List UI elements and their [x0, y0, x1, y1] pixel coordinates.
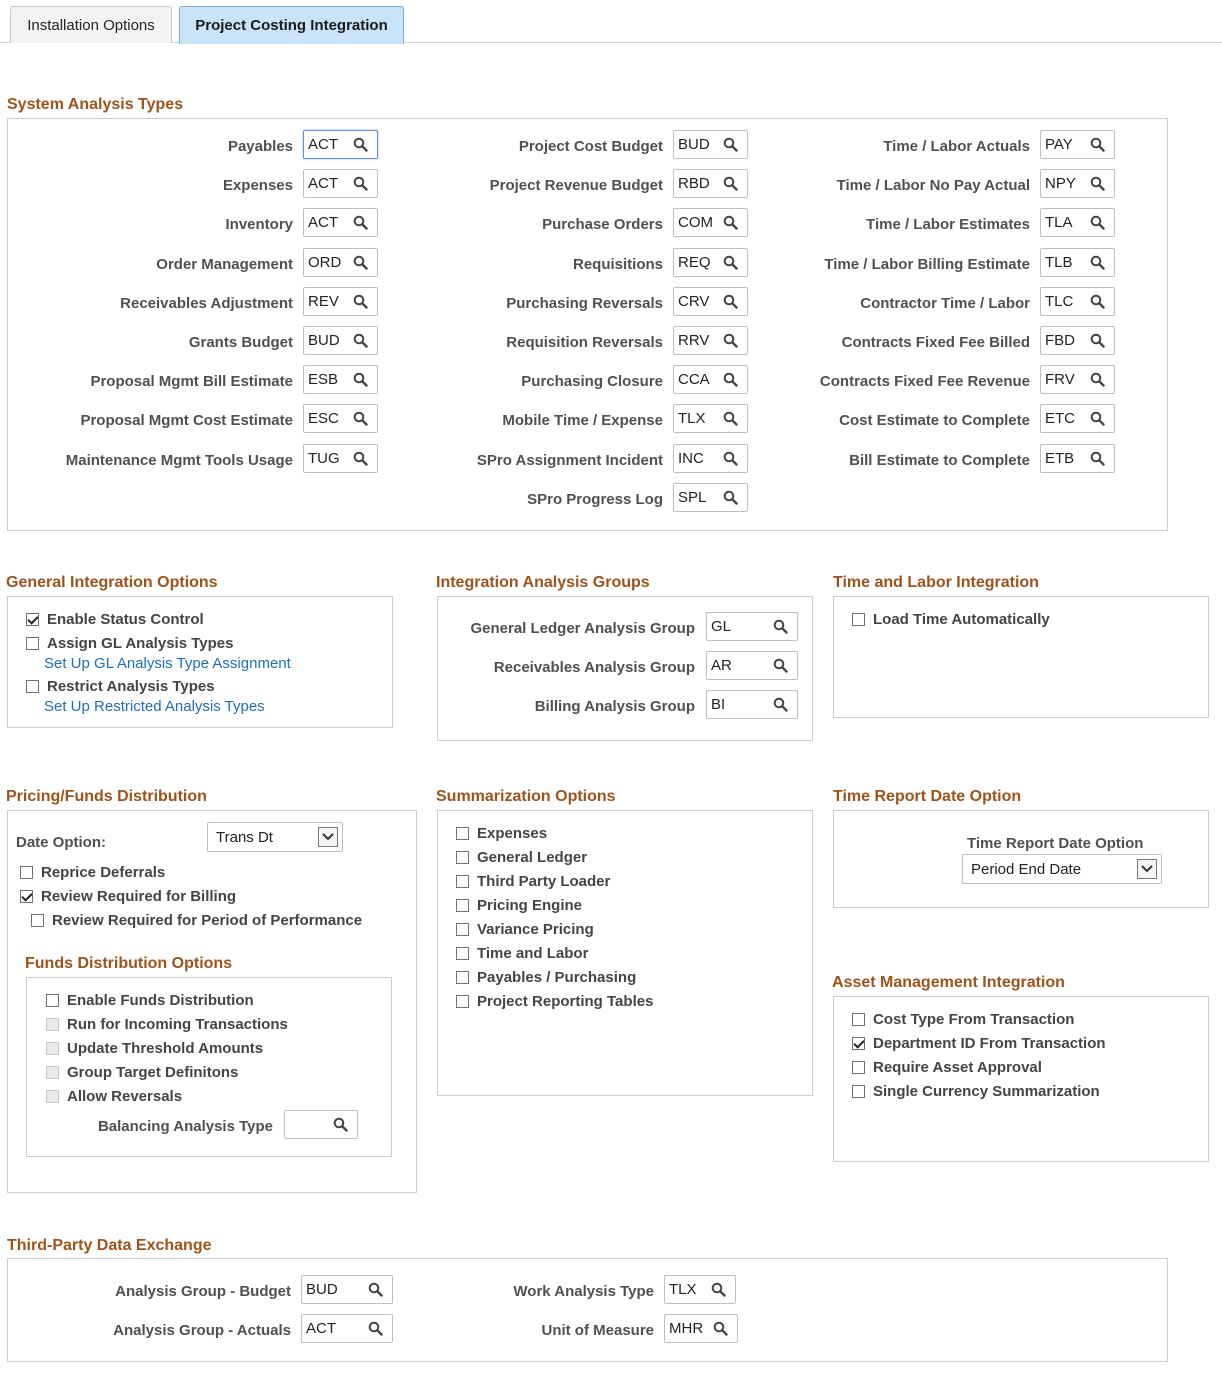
sat-time-labor-actuals-field[interactable]: [1040, 130, 1115, 159]
magnifier-icon[interactable]: [719, 291, 741, 313]
checkbox-label: Third Party Loader: [477, 873, 611, 890]
checkbox-box[interactable]: [456, 875, 469, 888]
sat-grants-budget-field[interactable]: [303, 326, 378, 355]
checkbox-box[interactable]: [26, 680, 39, 693]
sat-bill-estimate-to-complete-label: Bill Estimate to Complete: [849, 452, 1030, 469]
sat-inventory-input[interactable]: [304, 209, 349, 236]
sat-purchasing-closure-field[interactable]: [673, 365, 748, 394]
checkbox-box[interactable]: [852, 1037, 865, 1050]
section-title-general-integration: General Integration Options: [6, 574, 218, 591]
sat-expenses-field[interactable]: [303, 169, 378, 198]
iag-general-ledger-analysis-group-field[interactable]: [706, 612, 798, 641]
magnifier-icon[interactable]: [769, 694, 791, 716]
checkbox-box[interactable]: [456, 947, 469, 960]
sat-requisitions-label: Requisitions: [572, 256, 663, 273]
magnifier-icon[interactable]: [349, 212, 371, 234]
sat-receivables-adjustment-field[interactable]: [303, 287, 378, 316]
sat-proposal-mgmt-bill-estimate-input[interactable]: [304, 366, 349, 393]
time-report-date-option-label: Time Report Date Option: [967, 835, 1144, 852]
sat-payables-input[interactable]: [304, 131, 349, 158]
sat-purchasing-reversals-input[interactable]: [674, 288, 719, 315]
section-title-time-report-date-option: Time Report Date Option: [833, 788, 1022, 805]
summ-time-and-labor-checkbox[interactable]: [456, 945, 588, 962]
iag-billing-analysis-group-label: Billing Analysis Group: [534, 698, 695, 715]
run-incoming-transactions-checkbox[interactable]: [46, 1016, 288, 1033]
magnifier-icon[interactable]: [719, 448, 741, 470]
checkbox-box[interactable]: [31, 914, 44, 927]
sat-time-labor-actuals-label: Time / Labor Actuals: [883, 138, 1030, 155]
enable-status-control-checkbox[interactable]: [26, 611, 204, 628]
sat-purchase-orders-field[interactable]: [673, 208, 748, 237]
magnifier-icon[interactable]: [329, 1114, 351, 1136]
sat-spro-assignment-incident-label: SPro Assignment Incident: [476, 452, 663, 469]
sat-receivables-adjustment-input[interactable]: [304, 288, 349, 315]
sat-spro-assignment-incident-input[interactable]: [674, 445, 719, 472]
sat-time-labor-estimates-input[interactable]: [1041, 209, 1086, 236]
checkbox-box[interactable]: [456, 851, 469, 864]
magnifier-icon[interactable]: [1086, 134, 1108, 156]
setup-restricted-analysis-types-link[interactable]: Set Up Restricted Analysis Types: [44, 698, 265, 715]
work-analysis-type-field[interactable]: [664, 1275, 736, 1304]
checkbox-label: Time and Labor: [477, 945, 589, 962]
balancing-analysis-type-label: Balancing Analysis Type: [97, 1118, 273, 1135]
time-report-date-option-select[interactable]: [962, 854, 1162, 884]
asset-department-id-from-transaction-checkbox[interactable]: [852, 1035, 1106, 1052]
magnifier-icon[interactable]: [349, 369, 371, 391]
sat-contracts-fixed-fee-billed-label: Contracts Fixed Fee Billed: [841, 334, 1030, 351]
work-analysis-type-label: Work Analysis Type: [513, 1283, 654, 1300]
checkbox-box[interactable]: [852, 613, 865, 626]
sat-expenses-label: Expenses: [222, 177, 293, 194]
sat-project-revenue-budget-field[interactable]: [673, 169, 748, 198]
magnifier-icon[interactable]: [1086, 408, 1108, 430]
restrict-analysis-types-checkbox[interactable]: [26, 678, 215, 695]
sat-purchasing-closure-input[interactable]: [674, 366, 719, 393]
review-required-billing-checkbox[interactable]: [20, 888, 236, 905]
checkbox-box[interactable]: [456, 899, 469, 912]
sat-expenses-input[interactable]: [304, 170, 349, 197]
sat-proposal-mgmt-bill-estimate-label: Proposal Mgmt Bill Estimate: [90, 373, 293, 390]
checkbox-label: Pricing Engine: [477, 897, 583, 914]
checkbox-label: Review Required for Billing: [41, 888, 237, 905]
checkbox-box[interactable]: [20, 866, 33, 879]
checkbox-box[interactable]: [456, 923, 469, 936]
magnifier-icon[interactable]: [709, 1318, 731, 1340]
sat-time-labor-actuals-input[interactable]: [1041, 131, 1086, 158]
checkbox-label: Review Required for Period of Performance: [52, 912, 363, 929]
sat-contracts-fixed-fee-billed-field[interactable]: [1040, 326, 1115, 355]
sat-purchasing-reversals-field[interactable]: [673, 287, 748, 316]
sat-purchasing-closure-label: Purchasing Closure: [521, 373, 663, 390]
third-party-data-exchange-box: [7, 1258, 1168, 1362]
magnifier-icon[interactable]: [1086, 330, 1108, 352]
summ-third-party-loader-checkbox[interactable]: [456, 873, 610, 890]
checkbox-label: General Ledger: [477, 849, 588, 866]
magnifier-icon[interactable]: [719, 212, 741, 234]
asset-single-currency-summarization-checkbox[interactable]: [852, 1083, 1100, 1100]
checkbox-label: Payables / Purchasing: [477, 969, 637, 986]
analysis-group-actuals-input[interactable]: [302, 1315, 364, 1342]
sat-spro-progress-log-input[interactable]: [674, 484, 719, 511]
balancing-analysis-type-input[interactable]: [285, 1111, 329, 1138]
sat-project-revenue-budget-input[interactable]: [674, 170, 719, 197]
magnifier-icon[interactable]: [349, 448, 371, 470]
sat-grants-budget-label: Grants Budget: [188, 334, 293, 351]
magnifier-icon[interactable]: [719, 134, 741, 156]
section-title-system-analysis-types: System Analysis Types: [7, 96, 184, 113]
magnifier-icon[interactable]: [349, 408, 371, 430]
asset-cost-type-from-transaction-checkbox[interactable]: [852, 1011, 1074, 1028]
checkbox-label: Allow Reversals: [67, 1088, 183, 1105]
magnifier-icon[interactable]: [349, 134, 371, 156]
section-title-integration-analysis-groups: Integration Analysis Groups: [436, 574, 650, 591]
magnifier-icon[interactable]: [364, 1279, 386, 1301]
sat-project-cost-budget-label: Project Cost Budget: [518, 138, 663, 155]
unit-of-measure-field[interactable]: [664, 1314, 738, 1343]
sat-bill-estimate-to-complete-field[interactable]: [1040, 444, 1115, 473]
sat-cost-estimate-to-complete-label: Cost Estimate to Complete: [839, 412, 1030, 429]
checkbox-box[interactable]: [852, 1061, 865, 1074]
sat-requisition-reversals-label: Requisition Reversals: [506, 334, 663, 351]
checkbox-box[interactable]: [20, 890, 33, 903]
sat-mobile-time-expense-field[interactable]: [673, 404, 748, 433]
checkbox-label: Run for Incoming Transactions: [67, 1016, 288, 1033]
review-required-period-checkbox[interactable]: [31, 912, 362, 929]
magnifier-icon[interactable]: [719, 330, 741, 352]
sat-inventory-label: Inventory: [225, 216, 293, 233]
chevron-down-icon: [1137, 859, 1157, 879]
magnifier-icon[interactable]: [1086, 173, 1108, 195]
date-option-value: Trans Dt: [216, 828, 273, 846]
reprice-deferrals-checkbox[interactable]: [20, 864, 165, 881]
date-option-select[interactable]: [207, 822, 343, 852]
magnifier-icon[interactable]: [349, 252, 371, 274]
section-title-time-labor-integration: Time and Labor Integration: [833, 574, 1039, 591]
checkbox-label: Single Currency Summarization: [873, 1083, 1100, 1100]
checkbox-label: Expenses: [477, 825, 548, 842]
sat-receivables-adjustment-label: Receivables Adjustment: [120, 295, 293, 312]
checkbox-box[interactable]: [46, 994, 59, 1007]
load-time-automatically-checkbox[interactable]: [852, 611, 1050, 628]
sat-requisition-reversals-field[interactable]: [673, 326, 748, 355]
sat-proposal-mgmt-cost-estimate-label: Proposal Mgmt Cost Estimate: [80, 412, 293, 429]
sat-project-cost-budget-field[interactable]: [673, 130, 748, 159]
magnifier-icon[interactable]: [1086, 212, 1108, 234]
sat-time-labor-no-pay-actual-field[interactable]: [1040, 169, 1115, 198]
checkbox-label: Department ID From Transaction: [873, 1035, 1106, 1052]
magnifier-icon[interactable]: [707, 1279, 729, 1301]
sat-requisition-reversals-input[interactable]: [674, 327, 719, 354]
sat-mobile-time-expense-input[interactable]: [674, 405, 719, 432]
checkbox-box[interactable]: [46, 1090, 59, 1103]
magnifier-icon[interactable]: [1086, 448, 1108, 470]
allow-reversals-checkbox[interactable]: [46, 1088, 182, 1105]
sat-contracts-fixed-fee-revenue-field[interactable]: [1040, 365, 1115, 394]
analysis-group-budget-input[interactable]: [302, 1276, 364, 1303]
sat-time-labor-billing-estimate-input[interactable]: [1041, 249, 1086, 276]
sat-order-management-field[interactable]: [303, 248, 378, 277]
sat-time-labor-estimates-label: Time / Labor Estimates: [866, 216, 1030, 233]
sat-time-labor-billing-estimate-field[interactable]: [1040, 248, 1115, 277]
summ-payables-purchasing-checkbox[interactable]: [456, 969, 636, 986]
magnifier-icon[interactable]: [1086, 291, 1108, 313]
enable-funds-distribution-checkbox[interactable]: [46, 992, 254, 1009]
sat-requisitions-field[interactable]: [673, 248, 748, 277]
iag-receivables-analysis-group-field[interactable]: [706, 651, 798, 680]
checkbox-label: Update Threshold Amounts: [67, 1040, 264, 1057]
iag-billing-analysis-group-field[interactable]: [706, 690, 798, 719]
tab-label: Project Costing Integration: [195, 17, 388, 34]
sat-payables-field[interactable]: [303, 130, 378, 159]
magnifier-icon[interactable]: [364, 1318, 386, 1340]
summ-expenses-checkbox[interactable]: [456, 825, 547, 842]
sat-purchase-orders-label: Purchase Orders: [542, 216, 663, 233]
checkbox-label: Cost Type From Transaction: [873, 1011, 1075, 1028]
sat-proposal-mgmt-cost-estimate-input[interactable]: [304, 405, 349, 432]
checkbox-label: Restrict Analysis Types: [47, 678, 215, 695]
summ-general-ledger-checkbox[interactable]: [456, 849, 587, 866]
checkbox-label: Require Asset Approval: [873, 1059, 1042, 1076]
summ-pricing-engine-checkbox[interactable]: [456, 897, 582, 914]
sat-maintenance-mgmt-tools-usage-label: Maintenance Mgmt Tools Usage: [65, 452, 293, 469]
sat-purchase-orders-input[interactable]: [674, 209, 719, 236]
sat-time-labor-no-pay-actual-input[interactable]: [1041, 170, 1086, 197]
magnifier-icon[interactable]: [719, 369, 741, 391]
analysis-group-budget-field[interactable]: [301, 1275, 393, 1304]
magnifier-icon[interactable]: [349, 291, 371, 313]
sat-inventory-field[interactable]: [303, 208, 378, 237]
sat-purchasing-reversals-label: Purchasing Reversals: [506, 295, 663, 312]
analysis-group-actuals-field[interactable]: [301, 1314, 393, 1343]
analysis-group-budget-label: Analysis Group - Budget: [115, 1283, 291, 1300]
summ-variance-pricing-checkbox[interactable]: [456, 921, 594, 938]
magnifier-icon[interactable]: [719, 408, 741, 430]
assign-gl-analysis-types-checkbox[interactable]: [26, 635, 233, 652]
checkbox-label: Group Target Definitons: [67, 1064, 239, 1081]
section-title-funds-distribution-options: Funds Distribution Options: [25, 955, 233, 972]
work-analysis-type-input[interactable]: [665, 1276, 707, 1303]
checkbox-label: Assign GL Analysis Types: [47, 635, 234, 652]
checkbox-box[interactable]: [26, 637, 39, 650]
sat-spro-progress-log-field[interactable]: [673, 483, 748, 512]
sat-requisitions-input[interactable]: [674, 249, 719, 276]
unit-of-measure-label: Unit of Measure: [541, 1322, 654, 1339]
checkbox-label: Enable Status Control: [47, 611, 204, 628]
section-title-asset-management-integration: Asset Management Integration: [832, 974, 1065, 991]
magnifier-icon[interactable]: [769, 655, 791, 677]
summ-project-reporting-tables-checkbox[interactable]: [456, 993, 653, 1010]
time-report-date-option-value: Period End Date: [971, 860, 1082, 878]
iag-general-ledger-analysis-group-label: General Ledger Analysis Group: [470, 620, 695, 637]
sat-cost-estimate-to-complete-field[interactable]: [1040, 404, 1115, 433]
checkbox-label: Project Reporting Tables: [477, 993, 654, 1010]
checkbox-box[interactable]: [456, 827, 469, 840]
sat-contractor-time-labor-field[interactable]: [1040, 287, 1115, 316]
sat-payables-label: Payables: [227, 138, 293, 155]
sat-time-labor-billing-estimate-label: Time / Labor Billing Estimate: [824, 256, 1030, 273]
date-option-label: Date Option:: [16, 834, 106, 851]
group-target-definitions-checkbox[interactable]: [46, 1064, 238, 1081]
magnifier-icon[interactable]: [1086, 369, 1108, 391]
sat-spro-assignment-incident-field[interactable]: [673, 444, 748, 473]
checkbox-box[interactable]: [46, 1018, 59, 1031]
magnifier-icon[interactable]: [1086, 252, 1108, 274]
checkbox-box[interactable]: [46, 1042, 59, 1055]
section-title-third-party-data-exchange: Third-Party Data Exchange: [7, 1237, 212, 1254]
sat-bill-estimate-to-complete-input[interactable]: [1041, 445, 1086, 472]
checkbox-box[interactable]: [456, 971, 469, 984]
checkbox-label: Load Time Automatically: [873, 611, 1050, 628]
sat-proposal-mgmt-cost-estimate-field[interactable]: [303, 404, 378, 433]
sat-maintenance-mgmt-tools-usage-field[interactable]: [303, 444, 378, 473]
checkbox-label: Reprice Deferrals: [41, 864, 166, 881]
magnifier-icon[interactable]: [719, 252, 741, 274]
checkbox-box[interactable]: [852, 1085, 865, 1098]
section-title-summarization-options: Summarization Options: [436, 788, 616, 805]
unit-of-measure-input[interactable]: [665, 1315, 709, 1342]
sat-contractor-time-labor-input[interactable]: [1041, 288, 1086, 315]
tab-project-costing-integration[interactable]: [179, 6, 404, 44]
section-title-pricing-funds: Pricing/Funds Distribution: [6, 788, 207, 805]
sat-contractor-time-labor-label: Contractor Time / Labor: [860, 295, 1030, 312]
analysis-group-actuals-label: Analysis Group - Actuals: [113, 1322, 291, 1339]
update-threshold-amounts-checkbox[interactable]: [46, 1040, 263, 1057]
magnifier-icon[interactable]: [719, 487, 741, 509]
sat-cost-estimate-to-complete-input[interactable]: [1041, 405, 1086, 432]
chevron-down-icon: [318, 827, 338, 847]
sat-project-revenue-budget-label: Project Revenue Budget: [489, 177, 663, 194]
checkbox-box[interactable]: [46, 1066, 59, 1079]
sat-maintenance-mgmt-tools-usage-input[interactable]: [304, 445, 349, 472]
checkbox-label: Variance Pricing: [477, 921, 594, 938]
tab-label: Installation Options: [27, 16, 155, 34]
balancing-analysis-type-field[interactable]: [284, 1110, 358, 1139]
magnifier-icon[interactable]: [769, 616, 791, 638]
sat-mobile-time-expense-label: Mobile Time / Expense: [502, 412, 663, 429]
sat-contracts-fixed-fee-revenue-label: Contracts Fixed Fee Revenue: [819, 373, 1030, 390]
iag-receivables-analysis-group-input[interactable]: [707, 652, 769, 679]
checkbox-label: Enable Funds Distribution: [67, 992, 254, 1009]
iag-receivables-analysis-group-label: Receivables Analysis Group: [493, 659, 695, 676]
sat-contracts-fixed-fee-revenue-input[interactable]: [1041, 366, 1086, 393]
sat-grants-budget-input[interactable]: [304, 327, 349, 354]
checkbox-box[interactable]: [852, 1013, 865, 1026]
tab-installation-options[interactable]: [10, 6, 172, 43]
sat-proposal-mgmt-bill-estimate-field[interactable]: [303, 365, 378, 394]
sat-contracts-fixed-fee-billed-input[interactable]: [1041, 327, 1086, 354]
iag-general-ledger-analysis-group-input[interactable]: [707, 613, 769, 640]
checkbox-box[interactable]: [26, 613, 39, 626]
magnifier-icon[interactable]: [349, 173, 371, 195]
sat-time-labor-no-pay-actual-label: Time / Labor No Pay Actual: [836, 177, 1030, 194]
sat-order-management-label: Order Management: [156, 256, 293, 273]
checkbox-box[interactable]: [456, 995, 469, 1008]
sat-order-management-input[interactable]: [304, 249, 349, 276]
asset-require-asset-approval-checkbox[interactable]: [852, 1059, 1042, 1076]
magnifier-icon[interactable]: [719, 173, 741, 195]
setup-gl-analysis-type-assignment-link[interactable]: Set Up GL Analysis Type Assignment: [44, 655, 291, 672]
magnifier-icon[interactable]: [349, 330, 371, 352]
sat-time-labor-estimates-field[interactable]: [1040, 208, 1115, 237]
sat-project-cost-budget-input[interactable]: [674, 131, 719, 158]
iag-billing-analysis-group-input[interactable]: [707, 691, 769, 718]
sat-spro-progress-log-label: SPro Progress Log: [527, 491, 663, 508]
